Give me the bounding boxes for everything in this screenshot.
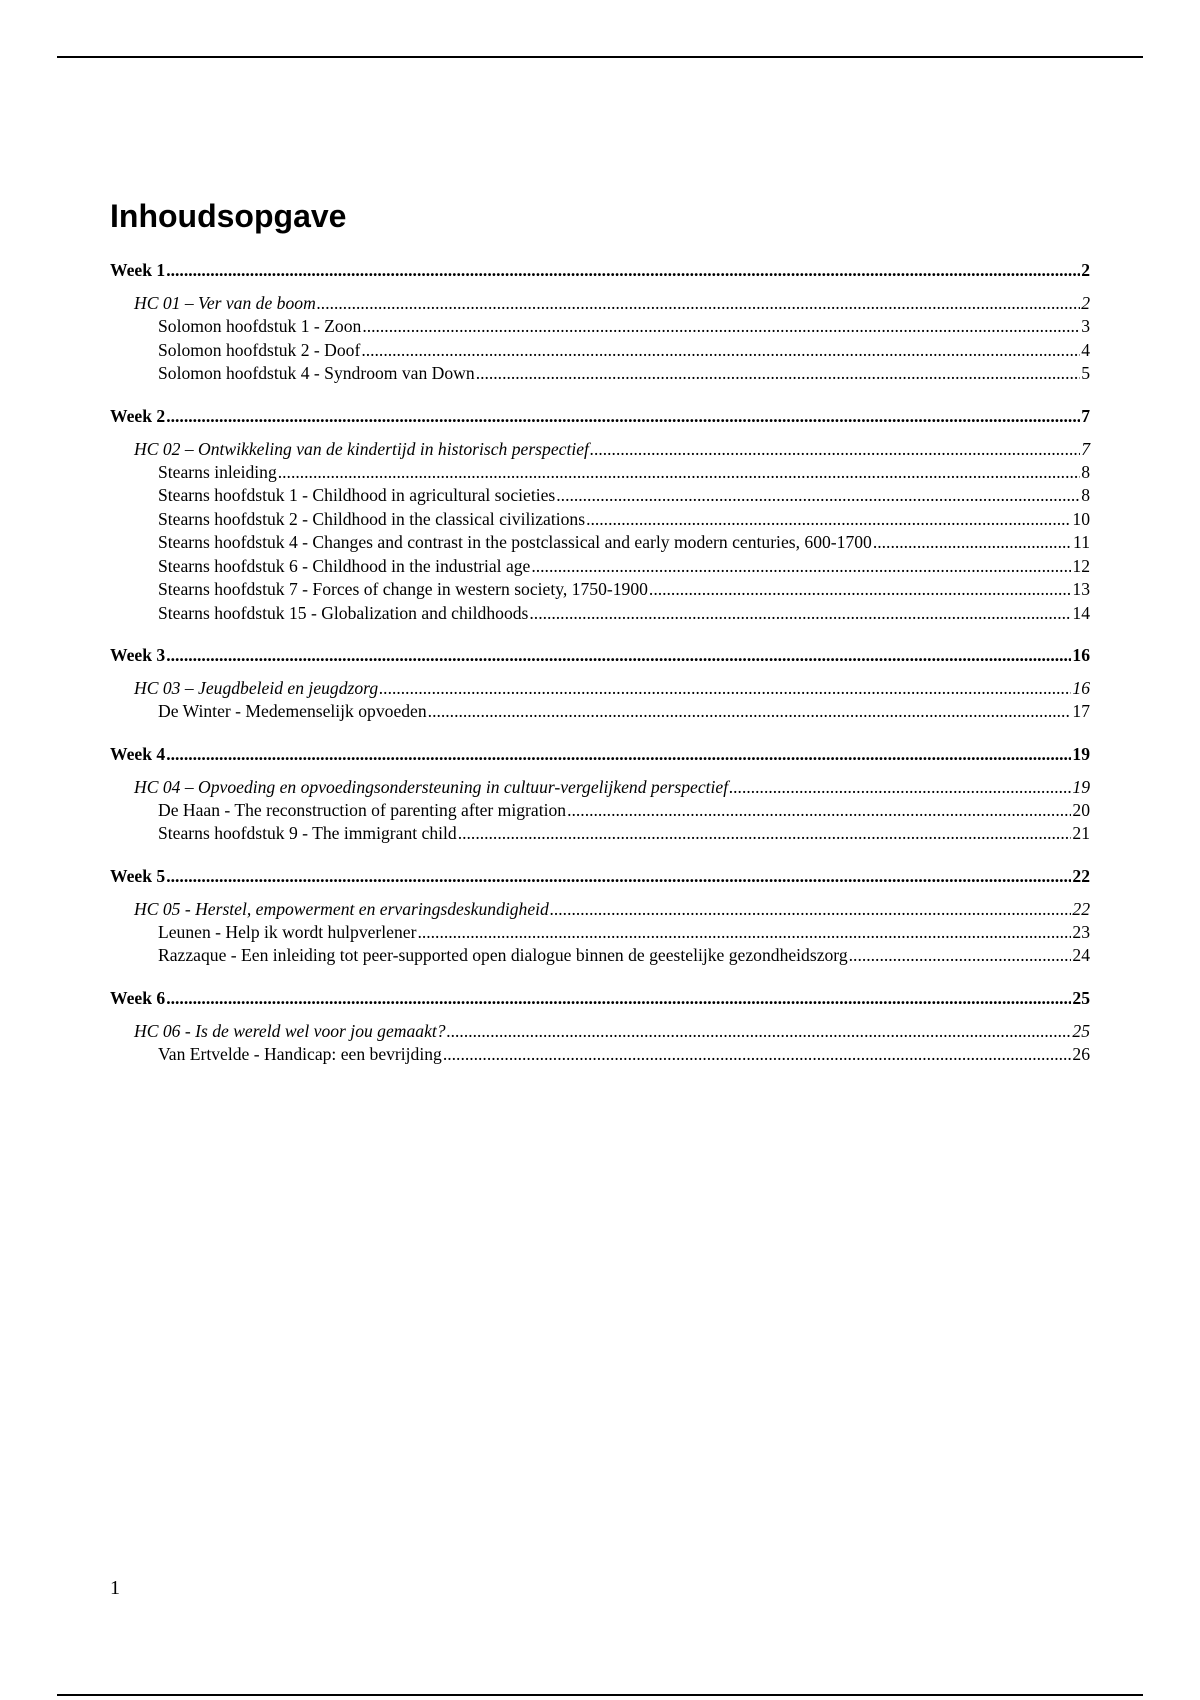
toc-entry-label: HC 05 - Herstel, empowerment en ervaringsdeskundigheid [134,898,549,919]
toc-reading-entry[interactable] [110,822,1090,846]
toc-entry-page: 25 [1072,987,1090,1008]
dot-leader [362,315,1080,339]
toc-entry-page: 7 [1081,438,1090,459]
toc-week-section [110,643,1090,724]
dot-leader [417,921,1071,945]
toc-entry-page: 5 [1081,363,1090,383]
toc-reading-entry[interactable] [110,555,1090,579]
toc-entry-label: Solomon hoofdstuk 4 - Syndroom van Down [158,363,475,383]
toc-lecture-entry[interactable] [110,776,1090,799]
toc-entry-page: 10 [1072,508,1090,529]
toc-entry-label: HC 04 – Opvoeding en opvoedingsondersteuning in cultuur-vergelijkend perspectief [134,776,729,797]
toc-entry-label: HC 03 – Jeugdbeleid en jeugdzorg [134,678,379,698]
toc-reading-entry[interactable] [110,602,1090,626]
dot-leader [458,822,1072,846]
toc-week-section [110,258,1090,386]
toc-reading-entry[interactable] [110,921,1090,945]
toc-week-section [110,986,1090,1067]
dot-leader [531,555,1071,579]
toc-lecture-entry[interactable] [110,292,1090,315]
toc-entry-label: De Haan - The reconstruction of parenting after migration [158,799,567,820]
footer-rule [57,1694,1143,1696]
toc-entry-label: Week 5 [110,865,166,886]
dot-leader [476,362,1081,386]
toc-entry-label: Stearns hoofdstuk 6 - Childhood in the industrial age [158,555,531,576]
toc-entry-label: Stearns hoofdstuk 15 - Globalization and childhoods [158,602,529,623]
toc-entry-page: 19 [1072,776,1090,797]
toc-entry-label: HC 01 – Ver van de boom [134,293,316,313]
toc-entry-label: Week 1 [110,260,166,280]
toc-entry-label: Week 6 [110,987,166,1008]
toc-week-section [110,742,1090,846]
toc-entry-label: Razzaque - Een inleiding tot peer-supported open dialogue binnen de geestelijke gezondheidszorg [158,945,848,965]
dot-leader [379,677,1071,700]
dot-leader [166,986,1071,1010]
toc-week-section [110,404,1090,626]
page-number: 1 [110,1577,120,1599]
toc-entry-page: 3 [1081,316,1090,336]
toc-entry-label: Stearns hoofdstuk 9 - The immigrant child [158,823,457,843]
toc-reading-entry[interactable] [110,531,1090,555]
toc-entry-page: 21 [1072,823,1090,843]
toc-week-entry[interactable] [110,643,1090,667]
toc-entry-page: 12 [1072,555,1090,576]
dot-leader [586,508,1071,532]
toc-entry-page: 22 [1072,865,1090,886]
dot-leader [590,438,1080,461]
dot-leader [567,799,1071,823]
toc-entry-page: 2 [1081,260,1090,280]
toc-entry-label: Stearns hoofdstuk 2 - Childhood in the classical civilizations [158,508,586,529]
toc-entry-page: 13 [1072,579,1090,599]
toc-reading-entry[interactable] [110,339,1090,363]
toc-reading-entry[interactable] [110,578,1090,602]
dot-leader [873,531,1072,555]
toc-lecture-entry[interactable] [110,677,1090,700]
toc-entry-page: 17 [1072,701,1090,721]
toc-entry-page: 2 [1081,293,1090,313]
toc-entry-page: 7 [1081,405,1090,426]
toc-lecture-entry[interactable] [110,438,1090,461]
dot-leader [361,339,1080,363]
toc-week-entry[interactable] [110,986,1090,1010]
toc-entry-label: Stearns hoofdstuk 4 - Changes and contrast in the postclassical and early modern centuries, 600-1700 [158,532,872,552]
toc-reading-entry[interactable] [110,362,1090,386]
dot-leader [556,484,1080,508]
toc-entry-page: 25 [1072,1020,1090,1041]
dot-leader [447,1020,1072,1043]
toc-entry-label: Stearns inleiding [158,461,277,482]
dot-leader [729,776,1071,799]
toc-entry-page: 4 [1081,339,1090,360]
toc-reading-entry[interactable] [110,315,1090,339]
toc-entry-label: Stearns hoofdstuk 7 - Forces of change in western society, 1750-1900 [158,579,648,599]
toc-entry-page: 22 [1072,898,1090,919]
toc-reading-entry[interactable] [110,944,1090,968]
toc-reading-entry[interactable] [110,700,1090,724]
toc-entry-label: HC 06 - Is de wereld wel voor jou gemaakt? [134,1020,446,1041]
dot-leader [317,292,1080,315]
dot-leader [166,643,1071,667]
table-of-contents [110,258,1090,1084]
toc-entry-label: Stearns hoofdstuk 1 - Childhood in agricultural societies [158,485,556,505]
header-rule [57,56,1143,58]
dot-leader [166,258,1080,282]
dot-leader [550,898,1072,921]
toc-entry-label: Solomon hoofdstuk 1 - Zoon [158,316,362,336]
dot-leader [443,1043,1072,1067]
dot-leader [529,602,1071,626]
toc-reading-entry[interactable] [110,799,1090,823]
toc-entry-page: 20 [1072,799,1090,820]
toc-entry-label: Week 3 [110,645,166,665]
toc-week-entry[interactable] [110,258,1090,282]
dot-leader [166,742,1071,766]
dot-leader [166,864,1071,888]
dot-leader [849,944,1072,968]
toc-week-entry[interactable] [110,864,1090,888]
dot-leader [649,578,1071,602]
toc-entry-label: Week 4 [110,743,166,764]
toc-entry-page: 26 [1072,1043,1090,1064]
toc-entry-page: 19 [1072,743,1090,764]
toc-entry-label: HC 02 – Ontwikkeling van de kindertijd in historisch perspectief [134,438,589,459]
toc-reading-entry[interactable] [110,1043,1090,1067]
toc-entry-label: Van Ertvelde - Handicap: een bevrijding [158,1043,442,1064]
toc-lecture-entry[interactable] [110,1020,1090,1043]
dot-leader [428,700,1072,724]
toc-entry-page: 11 [1073,532,1090,552]
toc-lecture-entry[interactable] [110,898,1090,921]
toc-entry-page: 8 [1081,485,1090,505]
toc-entry-label: Solomon hoofdstuk 2 - Doof [158,339,361,360]
toc-reading-entry[interactable] [110,508,1090,532]
toc-week-entry[interactable] [110,742,1090,766]
toc-entry-page: 16 [1072,678,1090,698]
toc-entry-page: 14 [1072,602,1090,623]
toc-entry-page: 8 [1081,461,1090,482]
toc-title: Inhoudsopgave [110,198,347,234]
toc-reading-entry[interactable] [110,484,1090,508]
toc-week-entry[interactable] [110,404,1090,428]
dot-leader [166,404,1080,428]
toc-entry-label: Week 2 [110,405,166,426]
dot-leader [278,461,1080,485]
toc-entry-label: Leunen - Help ik wordt hulpverlener [158,921,417,942]
toc-entry-page: 16 [1072,645,1090,665]
toc-entry-page: 24 [1072,945,1090,965]
toc-entry-page: 23 [1072,921,1090,942]
toc-entry-label: De Winter - Medemenselijk opvoeden [158,701,427,721]
toc-reading-entry[interactable] [110,461,1090,485]
toc-week-section [110,864,1090,968]
